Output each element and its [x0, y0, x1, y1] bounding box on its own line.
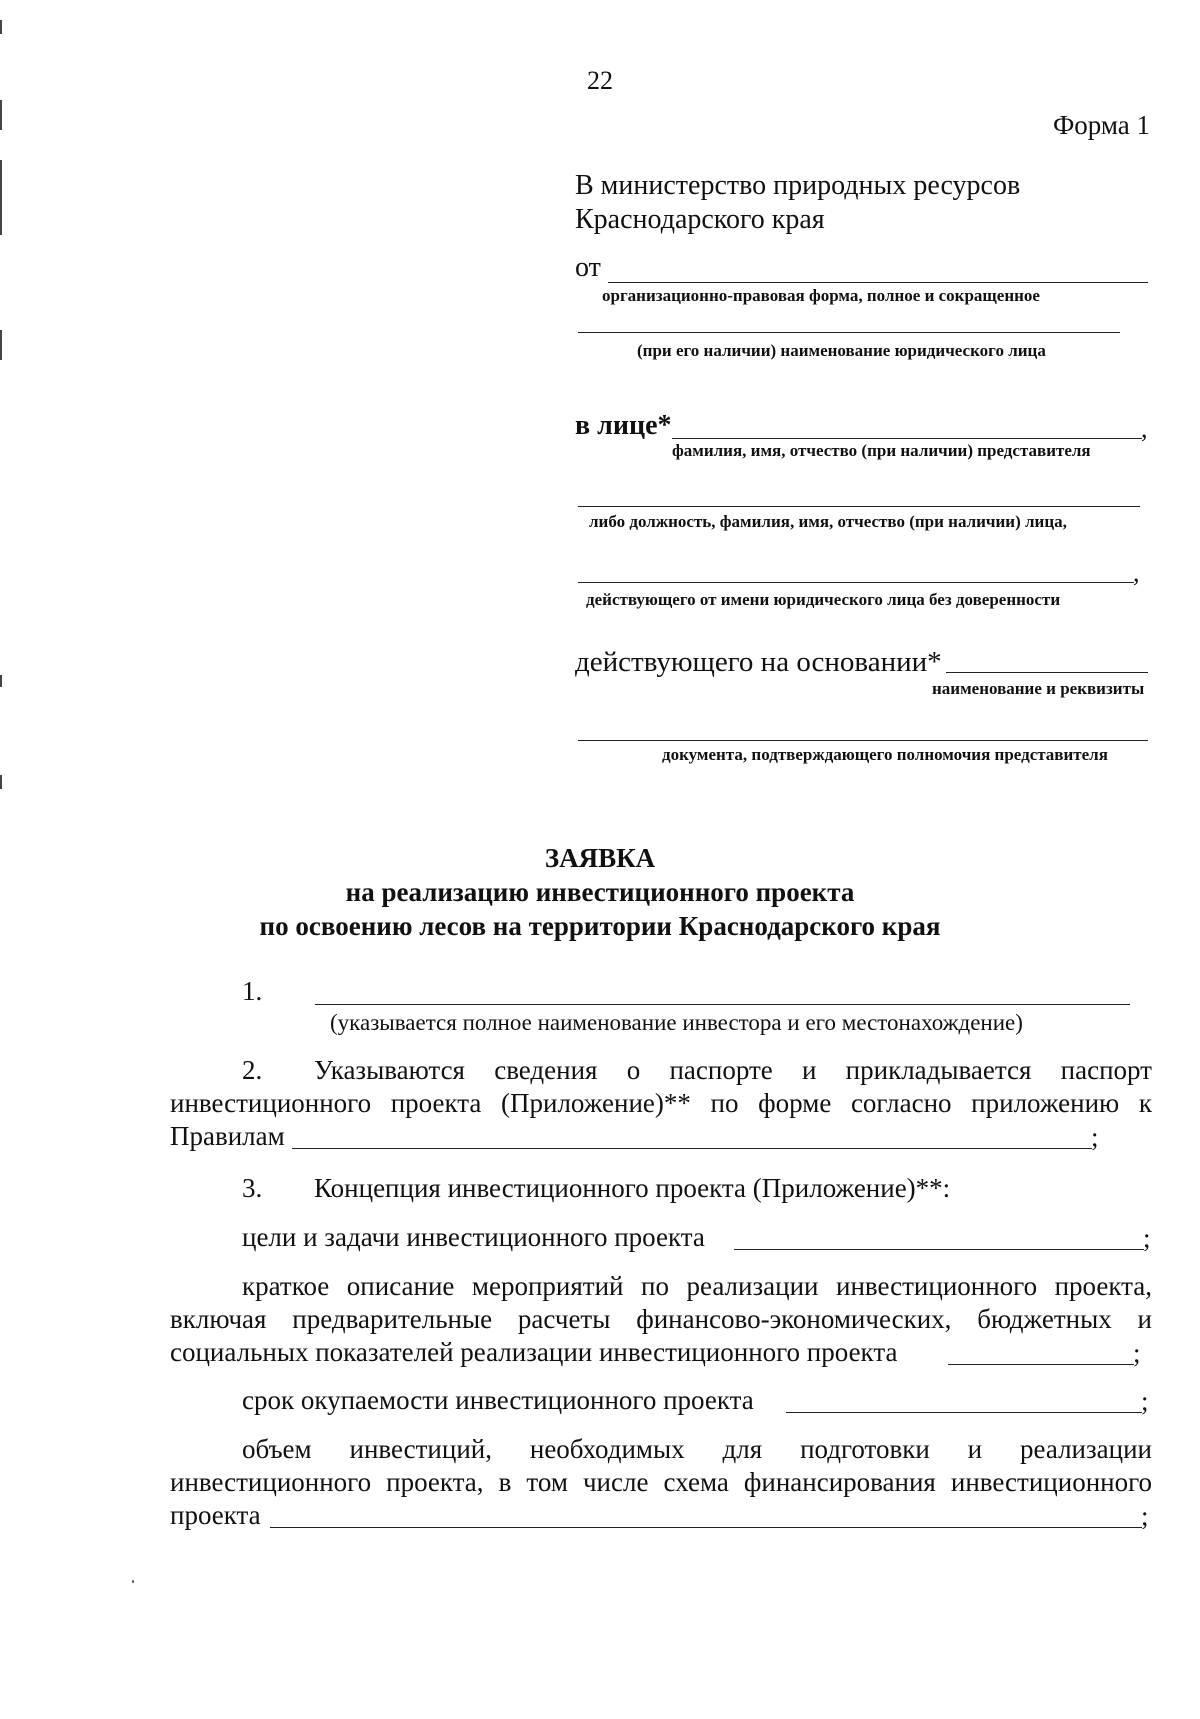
- page-number: 22: [587, 66, 613, 95]
- goals-semicolon: ;: [1143, 1223, 1151, 1253]
- title-line1: ЗАЯВКА: [544, 843, 656, 873]
- scan-edge-mark: [0, 675, 2, 687]
- scan-edge-mark: [0, 160, 2, 235]
- item2-line2: инвестиционного проекта (Приложение)** по форме согласно приложению к: [170, 1088, 1152, 1118]
- rep-line-3[interactable]: [578, 582, 1134, 583]
- basis-caption1: наименование и реквизиты: [932, 679, 1145, 698]
- payback-line[interactable]: [786, 1412, 1142, 1413]
- form-label: Форма 1: [1052, 110, 1150, 140]
- payback-text: срок окупаемости инвестиционного проекта: [242, 1385, 754, 1415]
- desc-line[interactable]: [948, 1364, 1134, 1365]
- item2-line3: Правилам: [170, 1121, 285, 1151]
- addressee-line1: В министерство природных ресурсов: [575, 170, 1021, 201]
- item1-caption: (указывается полное наименование инвестора и его местонахождение): [330, 1010, 1023, 1035]
- item2-line1: Указываются сведения о паспорте и прикладывается паспорт: [314, 1055, 1152, 1085]
- item2-number: 2.: [242, 1055, 263, 1085]
- item1-number: 1.: [242, 976, 263, 1006]
- desc-line2: включая предварительные расчеты финансово-экономических, бюджетных и: [170, 1304, 1152, 1334]
- addressee-line2: Краснодарского края: [575, 204, 825, 235]
- volume-line2: инвестиционного проекта, в том числе схема финансирования инвестиционного: [170, 1467, 1152, 1497]
- item1-line[interactable]: [315, 1004, 1130, 1005]
- volume-line3: проекта: [170, 1500, 261, 1530]
- volume-line1: объем инвестиций, необходимых для подготовки и реализации: [242, 1434, 1152, 1464]
- basis-line-2[interactable]: [578, 740, 1148, 741]
- desc-line3: социальных показателей реализации инвестиционного проекта: [170, 1337, 898, 1367]
- basis-label: действующего на основании*: [575, 646, 942, 678]
- rep-line-2[interactable]: [578, 506, 1140, 507]
- rep-line[interactable]: [672, 438, 1142, 439]
- rep-comma-2: ,: [1133, 558, 1140, 587]
- item3-text: Концепция инвестиционного проекта (Приложение)**:: [314, 1173, 951, 1203]
- title-line3: по освоению лесов на территории Краснодарского края: [259, 911, 941, 941]
- goals-line[interactable]: [734, 1249, 1144, 1250]
- scan-edge-mark: [0, 20, 2, 34]
- rep-caption2: либо должность, фамилия, имя, отчество (при наличии) лица,: [589, 512, 1067, 531]
- scan-edge-mark: [0, 775, 2, 789]
- item2-line[interactable]: [292, 1148, 1092, 1149]
- rep-comma: ,: [1141, 414, 1148, 443]
- from-line[interactable]: [608, 282, 1148, 283]
- item2-semicolon: ;: [1091, 1122, 1099, 1152]
- rep-caption1: фамилия, имя, отчество (при наличии) представителя: [672, 441, 1091, 460]
- goals-text: цели и задачи инвестиционного проекта: [242, 1222, 705, 1252]
- desc-line1: краткое описание мероприятий по реализации инвестиционного проекта,: [242, 1271, 1152, 1301]
- basis-caption2: документа, подтверждающего полномочия представителя: [662, 745, 1108, 764]
- from-line-2[interactable]: [578, 332, 1120, 333]
- from-caption2: (при его наличии) наименование юридического лица: [637, 341, 1046, 360]
- scan-edge-mark: [0, 100, 2, 130]
- basis-line[interactable]: [946, 672, 1148, 673]
- item3-number: 3.: [242, 1173, 263, 1203]
- rep-caption3: действующего от имени юридического лица без доверенности: [586, 590, 1061, 609]
- scan-edge-mark: [0, 330, 2, 360]
- volume-line[interactable]: [270, 1527, 1142, 1528]
- desc-semicolon: ;: [1133, 1338, 1141, 1368]
- title-line2: на реализацию инвестиционного проекта: [345, 877, 855, 907]
- from-caption1: организационно-правовая форма, полное и сокращенное: [602, 286, 1040, 305]
- payback-semicolon: ;: [1141, 1386, 1149, 1416]
- volume-semicolon: ;: [1141, 1501, 1149, 1531]
- scan-speck: [132, 1580, 134, 1583]
- rep-label: в лице*: [575, 410, 672, 441]
- from-label: от: [575, 252, 601, 283]
